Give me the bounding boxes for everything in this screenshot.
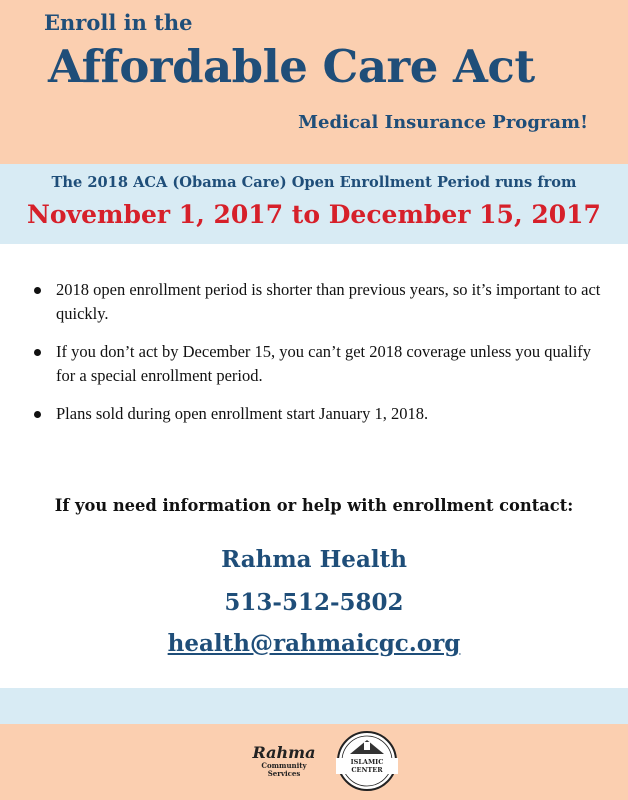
contact-phone[interactable]: 513-512-5802 bbox=[224, 589, 404, 616]
rahma-logo-script: Rahma bbox=[252, 743, 316, 762]
pre-title: Enroll in the bbox=[44, 10, 193, 35]
help-line: If you need information or help with enrollment contact: bbox=[54, 496, 574, 515]
bullet-list bbox=[30, 278, 610, 440]
rahma-logo-line2: Services bbox=[267, 769, 301, 778]
contact-email-link[interactable]: health@rahmaicgc.org bbox=[167, 630, 461, 657]
islamic-center-logo-text: ISLAMIC CENTER bbox=[336, 758, 398, 774]
bullet-text: Plans sold during open enrollment start January 1, 2018. bbox=[56, 404, 429, 423]
bullet-icon bbox=[34, 349, 41, 356]
contact-name: Rahma Health bbox=[221, 546, 407, 573]
page-subtitle: Medical Insurance Program! bbox=[298, 112, 588, 133]
bullet-text: 2018 open enrollment period is shorter than previous years, so it’s important to act quickly. bbox=[56, 280, 601, 323]
enrollment-dates: November 1, 2017 to December 15, 2017 bbox=[27, 200, 601, 229]
bullet-icon bbox=[34, 411, 41, 418]
rahma-logo-line1: Community bbox=[261, 761, 307, 770]
period-line: The 2018 ACA (Obama Care) Open Enrollment Period runs from bbox=[51, 174, 577, 191]
list-item bbox=[30, 402, 610, 426]
bullet-text: If you don’t act by December 15, you can’t get 2018 coverage unless you qualify for a special enrollment period. bbox=[56, 342, 592, 385]
list-item bbox=[30, 278, 610, 326]
rahma-logo bbox=[248, 733, 320, 793]
page-title: Affordable Care Act bbox=[48, 40, 535, 93]
footer-blue-band bbox=[0, 688, 628, 724]
bullet-icon bbox=[34, 287, 41, 294]
list-item bbox=[30, 340, 610, 388]
